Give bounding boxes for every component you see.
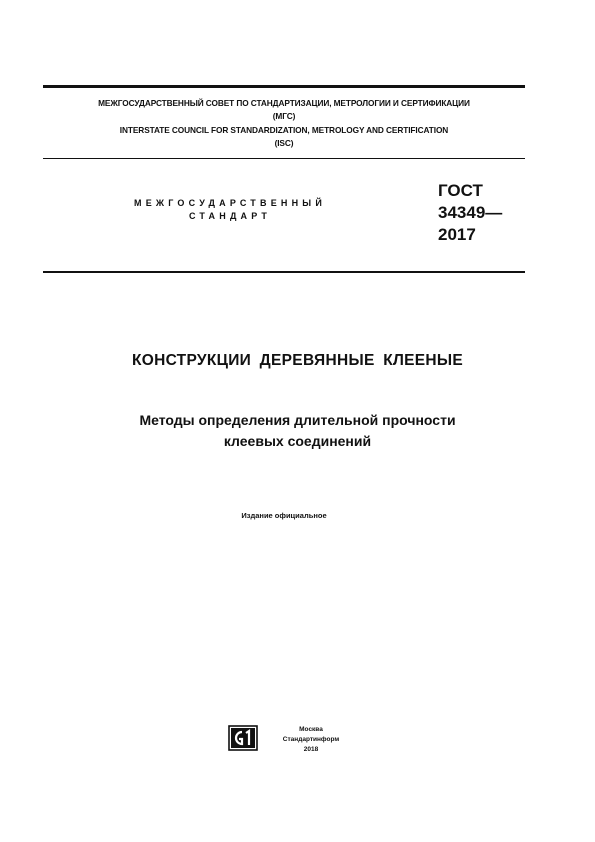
council-name-ru [43, 97, 525, 123]
publisher-block [228, 725, 368, 765]
publisher-city: Москва [299, 726, 323, 733]
gost-year: 2017 [438, 225, 476, 244]
gost-designation [438, 180, 502, 246]
subtitle-line2: клеевых соединений [223, 433, 372, 449]
publisher-year: 2018 [303, 746, 319, 753]
standard-type [60, 197, 400, 223]
bottom-rule [43, 271, 525, 273]
council-name-en [43, 124, 525, 150]
document-subtitle [0, 410, 595, 452]
document-title: КОНСТРУКЦИИ ДЕРЕВЯННЫЕ КЛЕЕНЫЕ [131, 352, 464, 369]
middle-rule [43, 158, 525, 159]
subtitle-line1: Методы определения длительной прочности [139, 412, 456, 428]
standartinform-logo-icon [228, 725, 258, 751]
council-ru-line1: МЕЖГОСУДАРСТВЕННЫЙ СОВЕТ ПО СТАНДАРТИЗАЦИИ, МЕТРОЛОГИИ И СЕРТИФИКАЦИИ [98, 98, 470, 108]
standard-type-line1: МЕЖГОСУДАРСТВЕННЫЙ [134, 198, 326, 208]
gost-label: ГОСТ [438, 181, 483, 200]
publisher-text [276, 725, 346, 755]
council-ru-abbr: (МГС) [272, 111, 296, 121]
publisher-name: Стандартинформ [282, 736, 340, 743]
gost-number: 34349— [438, 203, 503, 222]
council-en-abbr: (ISC) [274, 138, 294, 148]
standard-type-line2: СТАНДАРТ [188, 211, 272, 221]
council-en-line1: INTERSTATE COUNCIL FOR STANDARDIZATION, METROLOGY AND CERTIFICATION [119, 125, 449, 135]
top-rule [43, 85, 525, 88]
edition-note: Издание официальное [241, 511, 327, 520]
